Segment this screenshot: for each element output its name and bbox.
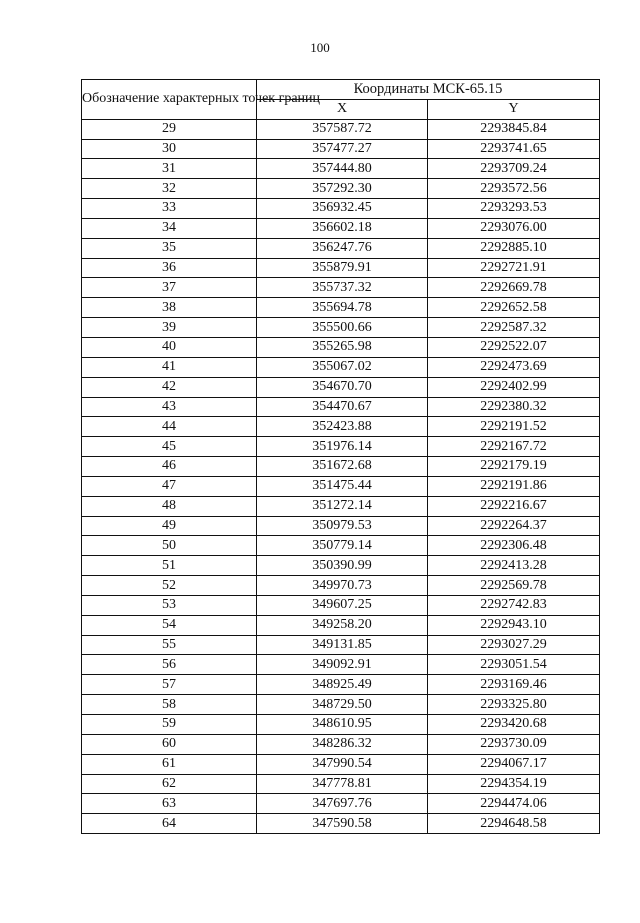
page-number: 100	[310, 40, 330, 55]
y-coordinate-cell: 2293076.00	[428, 218, 600, 238]
x-coordinate-cell: 355879.91	[257, 258, 428, 278]
y-coordinate-cell: 2292167.72	[428, 437, 600, 457]
point-cell: 62	[82, 774, 257, 794]
y-coordinate-cell: 2292943.10	[428, 615, 600, 635]
x-coordinate-cell: 355067.02	[257, 357, 428, 377]
x-coordinate-cell: 356602.18	[257, 218, 428, 238]
x-coordinate-cell: 356932.45	[257, 199, 428, 219]
x-coordinate-cell: 357292.30	[257, 179, 428, 199]
y-coordinate-cell: 2292380.32	[428, 397, 600, 417]
x-coordinate-cell: 348610.95	[257, 715, 428, 735]
table-row	[82, 615, 600, 635]
point-cell: 35	[82, 238, 257, 258]
table-row	[82, 595, 600, 615]
y-coordinate-cell: 2293420.68	[428, 715, 600, 735]
x-coordinate-cell: 349970.73	[257, 576, 428, 596]
x-coordinate-cell: 355737.32	[257, 278, 428, 298]
point-cell: 53	[82, 595, 257, 615]
y-coordinate-cell: 2293709.24	[428, 159, 600, 179]
y-coordinate-cell: 2293293.53	[428, 199, 600, 219]
x-coordinate-cell: 357477.27	[257, 139, 428, 159]
y-coordinate-cell: 2294354.19	[428, 774, 600, 794]
y-coordinate-cell: 2293845.84	[428, 119, 600, 139]
y-coordinate-cell: 2292191.86	[428, 476, 600, 496]
y-coordinate-cell: 2292721.91	[428, 258, 600, 278]
point-cell: 48	[82, 496, 257, 516]
table-row	[82, 814, 600, 834]
point-cell: 34	[82, 218, 257, 238]
x-coordinate-cell: 348729.50	[257, 695, 428, 715]
table-row	[82, 397, 600, 417]
point-cell: 29	[82, 119, 257, 139]
table-row	[82, 576, 600, 596]
x-coordinate-cell: 356247.76	[257, 238, 428, 258]
table-row	[82, 218, 600, 238]
table-row	[82, 278, 600, 298]
point-cell: 56	[82, 655, 257, 675]
x-coordinate-cell: 349258.20	[257, 615, 428, 635]
point-cell: 37	[82, 278, 257, 298]
table-row	[82, 357, 600, 377]
x-coordinate-cell: 357444.80	[257, 159, 428, 179]
point-cell: 45	[82, 437, 257, 457]
table-row	[82, 318, 600, 338]
x-coordinate-cell: 351272.14	[257, 496, 428, 516]
point-cell: 31	[82, 159, 257, 179]
point-cell: 40	[82, 337, 257, 357]
y-coordinate-cell: 2294648.58	[428, 814, 600, 834]
table-row	[82, 715, 600, 735]
x-coordinate-cell: 355265.98	[257, 337, 428, 357]
coordinate-system-header: Координаты МСК-65.15	[257, 80, 600, 100]
table-row	[82, 457, 600, 477]
table-row	[82, 179, 600, 199]
point-cell: 52	[82, 576, 257, 596]
point-cell: 41	[82, 357, 257, 377]
point-cell: 33	[82, 199, 257, 219]
x-coordinate-cell: 357587.72	[257, 119, 428, 139]
table-row	[82, 734, 600, 754]
table-body	[82, 119, 600, 833]
x-coordinate-cell: 351672.68	[257, 457, 428, 477]
x-coordinate-cell: 347990.54	[257, 754, 428, 774]
point-cell: 58	[82, 695, 257, 715]
y-column-header: Y	[428, 99, 600, 119]
point-cell: 54	[82, 615, 257, 635]
x-coordinate-cell: 347697.76	[257, 794, 428, 814]
x-coordinate-cell: 355694.78	[257, 298, 428, 318]
point-cell: 30	[82, 139, 257, 159]
y-coordinate-cell: 2293027.29	[428, 635, 600, 655]
y-coordinate-cell: 2292191.52	[428, 417, 600, 437]
x-coordinate-cell: 349131.85	[257, 635, 428, 655]
y-coordinate-cell: 2293169.46	[428, 675, 600, 695]
table-row	[82, 556, 600, 576]
point-cell: 55	[82, 635, 257, 655]
table-row	[82, 496, 600, 516]
header-row-1	[82, 80, 600, 100]
table-header	[82, 80, 600, 120]
x-coordinate-cell: 347778.81	[257, 774, 428, 794]
y-coordinate-cell: 2292885.10	[428, 238, 600, 258]
y-coordinate-cell: 2292306.48	[428, 536, 600, 556]
y-coordinate-cell: 2292179.19	[428, 457, 600, 477]
point-cell: 39	[82, 318, 257, 338]
table-row	[82, 337, 600, 357]
y-coordinate-cell: 2293325.80	[428, 695, 600, 715]
point-cell: 61	[82, 754, 257, 774]
x-coordinate-cell: 348925.49	[257, 675, 428, 695]
coordinates-table	[81, 79, 600, 834]
y-coordinate-cell: 2292264.37	[428, 516, 600, 536]
table-row	[82, 199, 600, 219]
table-row	[82, 139, 600, 159]
x-coordinate-cell: 352423.88	[257, 417, 428, 437]
point-cell: 64	[82, 814, 257, 834]
y-coordinate-cell: 2292652.58	[428, 298, 600, 318]
x-coordinate-cell: 354670.70	[257, 377, 428, 397]
x-coordinate-cell: 349092.91	[257, 655, 428, 675]
x-coordinate-cell: 348286.32	[257, 734, 428, 754]
point-cell: 43	[82, 397, 257, 417]
x-coordinate-cell: 350390.99	[257, 556, 428, 576]
table-row	[82, 635, 600, 655]
point-cell: 59	[82, 715, 257, 735]
point-cell: 38	[82, 298, 257, 318]
y-coordinate-cell: 2292216.67	[428, 496, 600, 516]
table-row	[82, 754, 600, 774]
y-coordinate-cell: 2292413.28	[428, 556, 600, 576]
table-row	[82, 377, 600, 397]
y-coordinate-cell: 2292587.32	[428, 318, 600, 338]
table-row	[82, 298, 600, 318]
y-coordinate-cell: 2292569.78	[428, 576, 600, 596]
point-cell: 47	[82, 476, 257, 496]
x-column-header: X	[257, 99, 428, 119]
y-coordinate-cell: 2292742.83	[428, 595, 600, 615]
point-cell: 36	[82, 258, 257, 278]
x-coordinate-cell: 350779.14	[257, 536, 428, 556]
point-cell: 63	[82, 794, 257, 814]
x-coordinate-cell: 350979.53	[257, 516, 428, 536]
x-coordinate-cell: 351475.44	[257, 476, 428, 496]
table-row	[82, 695, 600, 715]
point-cell: 60	[82, 734, 257, 754]
y-coordinate-cell: 2293572.56	[428, 179, 600, 199]
table-row	[82, 437, 600, 457]
y-coordinate-cell: 2292522.07	[428, 337, 600, 357]
y-coordinate-cell: 2292669.78	[428, 278, 600, 298]
table-row	[82, 794, 600, 814]
x-coordinate-cell: 354470.67	[257, 397, 428, 417]
y-coordinate-cell: 2293051.54	[428, 655, 600, 675]
point-cell: 42	[82, 377, 257, 397]
y-coordinate-cell: 2292402.99	[428, 377, 600, 397]
x-coordinate-cell: 347590.58	[257, 814, 428, 834]
table-row	[82, 119, 600, 139]
table-row	[82, 238, 600, 258]
table-row	[82, 476, 600, 496]
x-coordinate-cell: 355500.66	[257, 318, 428, 338]
x-coordinate-cell: 349607.25	[257, 595, 428, 615]
table-row	[82, 159, 600, 179]
x-coordinate-cell: 351976.14	[257, 437, 428, 457]
table-row	[82, 258, 600, 278]
table-row	[82, 417, 600, 437]
table-row	[82, 774, 600, 794]
table-row	[82, 516, 600, 536]
point-cell: 44	[82, 417, 257, 437]
point-cell: 50	[82, 536, 257, 556]
table-row	[82, 536, 600, 556]
y-coordinate-cell: 2293730.09	[428, 734, 600, 754]
point-cell: 57	[82, 675, 257, 695]
points-column-header: Обозначение характерных точек границ	[82, 80, 257, 120]
y-coordinate-cell: 2294474.06	[428, 794, 600, 814]
y-coordinate-cell: 2293741.65	[428, 139, 600, 159]
point-cell: 51	[82, 556, 257, 576]
table-row	[82, 655, 600, 675]
table-row	[82, 675, 600, 695]
point-cell: 49	[82, 516, 257, 536]
y-coordinate-cell: 2294067.17	[428, 754, 600, 774]
point-cell: 46	[82, 457, 257, 477]
y-coordinate-cell: 2292473.69	[428, 357, 600, 377]
point-cell: 32	[82, 179, 257, 199]
